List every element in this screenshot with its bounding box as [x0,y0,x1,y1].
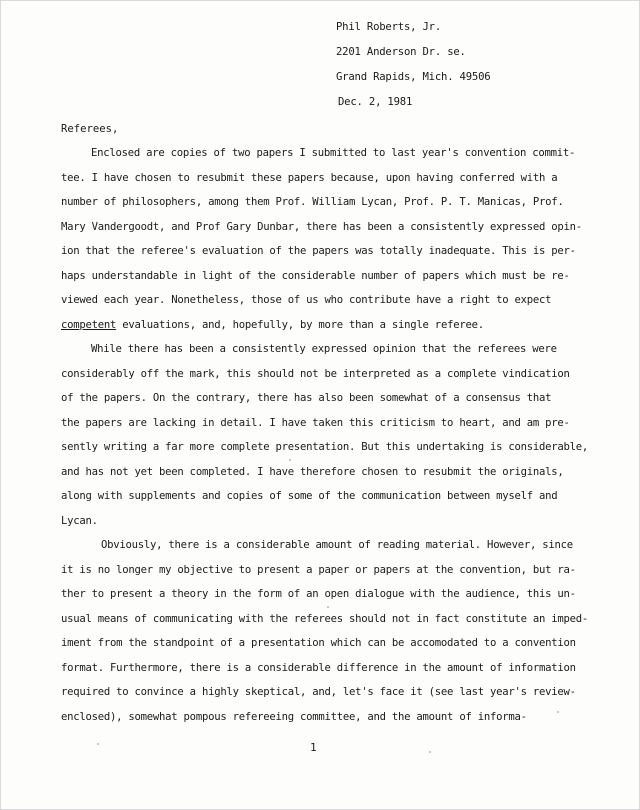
scan-speck [327,606,329,608]
text-line: Lycan. [61,514,98,527]
text-line [61,313,583,338]
text-line: tee. I have chosen to resubmit these papers because, upon having conferred with a [61,171,558,184]
text-line: Obviously, there is a considerable amount of reading material. However, since [101,539,573,551]
text-line: ther to present a theory in the form of an open dialogue with the audience, this un- [61,588,576,600]
scan-speck [289,459,291,461]
text-line: haps understandable in light of the considerable number of papers which must be re- [61,269,570,282]
text-line: the papers are lacking in detail. I have taken this criticism to heart, and am pre- [61,416,570,429]
text-line: of the papers. On the contrary, there has also been somewhat of a consensus that [61,392,552,404]
scan-speck [429,751,431,753]
text-line: Mary Vandergoodt, and Prof Gary Dunbar, there has been a consistently expressed opin- [61,220,582,233]
underlined-word: competent [61,318,117,331]
paragraph-1 [61,141,583,337]
text-line: usual means of communicating with the referees should not in fact constitute an imped- [61,612,589,625]
paragraph-2 [61,337,589,533]
text-line: it is no longer my objective to present a paper or papers at the convention, but ra- [61,563,576,576]
letter-date: Dec. 2, 1981 [338,96,413,108]
text-line: format. Furthermore, there is a considerable difference in the amount of information [61,661,576,674]
text-line: and has not yet been completed. I have therefore chosen to resubmit the originals, [61,465,564,478]
text-line: number of philosophers, among them Prof. William Lycan, Prof. P. T. Manicas, Prof. [61,196,564,208]
text-line: required to convince a highly skeptical, and, let's face it (see last year's review- [61,686,576,698]
text-line: iment from the standpoint of a presentation which can be accomodated to a convention [61,637,576,649]
text-line: along with supplements and copies of some of the communication between myself and [61,490,558,502]
text-line: sently writing a far more complete presentation. But this undertaking is considerable, [61,441,589,453]
sender-city: Grand Rapids, Mich. 49506 [336,71,491,83]
scan-speck [97,743,99,745]
letter-body [61,141,589,729]
text-line: considerably off the mark, this should not be interpreted as a complete vindication [61,367,570,380]
sender-name: Phil Roberts, Jr. [336,21,442,33]
sender-address-block [336,15,490,115]
page-number: 1 [310,741,317,754]
text-line: ion that the referee's evaluation of the papers was totally inadequate. This is per- [61,245,576,257]
text-line: enclosed), somewhat pompous refereeing committee, and the amount of informa- [61,710,527,723]
paragraph-3 [61,533,589,729]
text-line: viewed each year. Nonetheless, those of us who contribute have a right to expect [61,294,552,306]
salutation: Referees, [61,123,119,135]
scan-speck [557,711,559,713]
sender-street: 2201 Anderson Dr. se. [336,46,466,58]
text-line: Enclosed are copies of two papers I submitted to last year's convention commit- [91,147,576,159]
text-fragment: evaluations, and, hopefully, by more than a single referee. [116,318,484,331]
text-line: While there has been a consistently expressed opinion that the referees were [91,343,557,355]
